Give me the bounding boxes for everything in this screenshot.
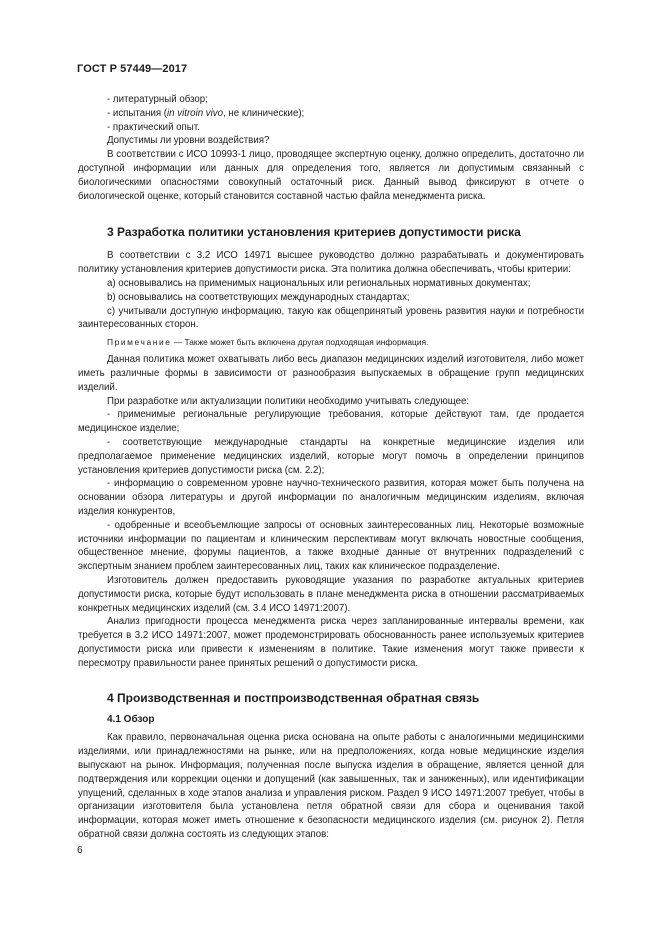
list-item: a) основывались на применимых национальных или региональных нормативных документах;: [107, 277, 531, 289]
paragraph: Анализ пригодности процесса менеджмента риска через запланированные интервалы времени, как требуется в 3.2 ИСО 14971:2007, может продемонстрировать обоснованность ранее используемых критериев допустимости риска или привести к изменениям в политике. Такие изменения могут также привести к пересмотру правильности ранее принятых решений о допустимости риска.: [78, 616, 584, 669]
paragraph: В соответствии с 3.2 ИСО 14971 высшее руководство должно разрабатывать и документировать политику установления критериев допустимости риска. Эта политика должна обеспечивать, чтобы критерии:: [78, 250, 584, 276]
list-item-suffix: , не клинические);: [223, 107, 305, 119]
bullet-item: - применимые региональные регулирующие требования, которые действуют там, где продается медицинское изделие;: [78, 409, 584, 435]
section-3-heading: 3 Разработка политики установления критериев допустимости риска: [107, 225, 521, 240]
list-item-prefix: - испытания (: [107, 107, 168, 119]
list-item: c) учитывали доступную информацию, такую как общепринятый уровень развития науки и потребности заинтересованных сторон.: [78, 305, 584, 331]
bullet-item: - информацию о современном уровне научно-технического развития, которая может быть получена на основании обзора литературы и другой информации по аналогичным медицинским изделиям, включая изделия конкурентов,: [78, 478, 584, 517]
list-item-italic: in vitroin vivo: [167, 107, 224, 119]
paragraph: В соответствии с ИСО 10993-1 лицо, проводящее экспертную оценку, должно определить, достаточно ли доступной информации или данных для определения того, является ли допустимым связанный с биологическими опасностями совокупный остаточный риск. Данный вывод фиксируют в отчете о биологической оценке, который становится составной частью файла менеджмента риска.: [78, 149, 584, 202]
list-item: - практический опыт.: [107, 121, 200, 133]
paragraph: Данная политика может охватывать либо весь диапазон медицинских изделий изготовителя, либо может иметь различные формы в зависимости от разнообразия выпускаемых в обращение групп медицинских изделий.: [78, 354, 584, 393]
subsection-4-1-heading: 4.1 Обзор: [107, 714, 155, 726]
note-label: Примечание: [107, 337, 172, 348]
paragraph: Как правило, первоначальная оценка риска основана на опыте работы с аналогичными медицинскими изделиями, или принадлежностями на рынке, или на предположениях, когда новые медицинские изделия выпускают на рынок. Информация, полученная после выпуска изделия в обращение, является ценной для подтверждения или коррекции оценки и допущений (как завышенных, так и заниженных), или идентификации упущений, сделанных в ходе этапов анализа и управления риском. Раздел 9 ИСО 14971:2007 требует, чтобы в организации изготовителя была установлена петля обратной связи для сбора и оценивания такой информации, которая может иметь отношение к безопасности медицинского изделия (см. рисунок 2). Петля обратной связи должна состоять из следующих этапов:: [78, 732, 584, 841]
note: [78, 336, 584, 349]
list-item: b) основывались на соответствующих международных стандартах;: [107, 291, 410, 303]
paragraph: Изготовитель должен предоставить руководящие указания по разработке актуальных критериев допустимости риска, которые будут использовать в плане менеджмента риска в отношении рассматриваемых конкретных медицинских изделий (см. 3.4 ИСО 14971:2007).: [78, 574, 584, 614]
bullet-item: - соответствующие международные стандарты на конкретные медицинские изделия или предполагаемое применение медицинских изделий, которые могут помочь в определении принципов установления критериев допустимости риска (см. 2.2);: [78, 436, 584, 476]
page-content: [78, 93, 584, 842]
bullet-item: - одобренные и всеобъемлющие запросы от основных заинтересованных лиц. Некоторые возможные источники информации по пациентам и клиническим перспективам могут включать новостные сообщения, общественное мнение, форумы пациентов, а также входные данные от внутренних подразделений с экспертным знанием проблем заинтересованных лиц, таких как клиническое подразделение.: [78, 519, 584, 573]
list-item: - литературный обзор;: [107, 94, 208, 105]
paragraph: При разработке или актуализации политики необходимо учитывать следующее:: [107, 395, 470, 407]
section-4-heading: 4 Производственная и постпроизводственная обратная связь: [107, 691, 480, 706]
note-text: — Также может быть включена другая подходящая информация.: [171, 337, 429, 348]
document-header: ГОСТ Р 57449—2017: [77, 63, 188, 75]
question-text: Допустимы ли уровни воздействия?: [107, 135, 270, 147]
list-item: [78, 107, 584, 121]
page-number: 6: [77, 845, 83, 856]
